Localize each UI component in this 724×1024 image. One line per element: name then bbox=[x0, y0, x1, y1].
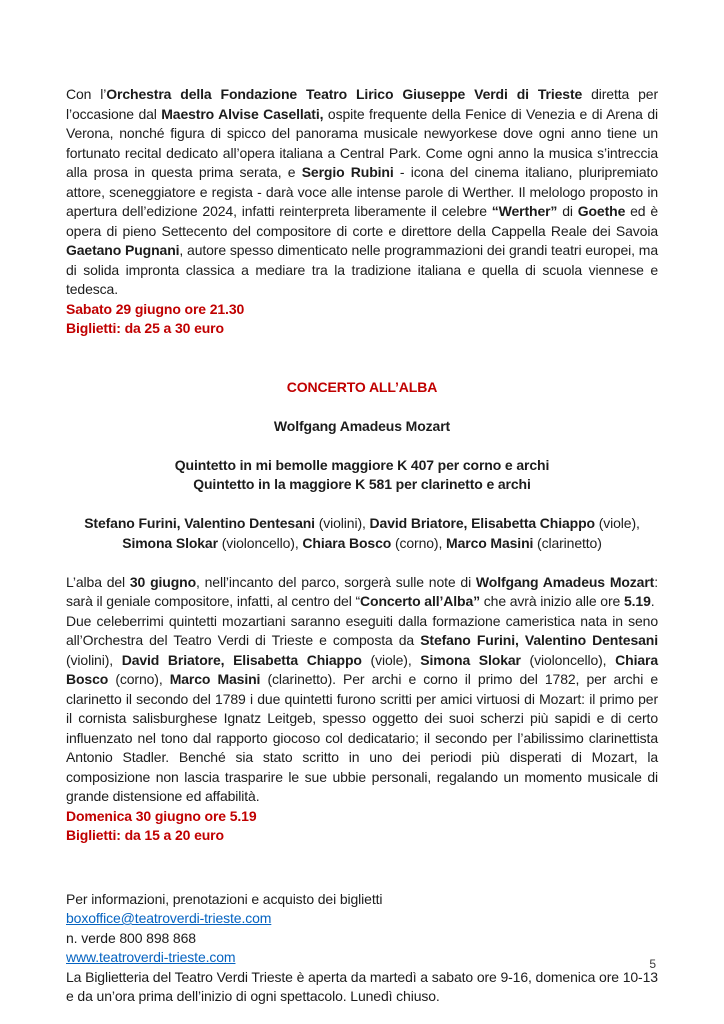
email-line bbox=[66, 909, 658, 929]
composer-name: Wolfgang Amadeus Mozart bbox=[273, 417, 451, 434]
concert-title: CONCERTO ALL’ALBA bbox=[286, 378, 438, 395]
box-office-hours: La Biglietteria del Teatro Verdi Trieste è aperta da martedì a sabato ore 9-16, domenica ore 10-13 e da un’ora prima dell’inizio di ogni spettacolo. Lunedì chiuso. bbox=[66, 968, 658, 1004]
event-tickets-1: Biglietti: da 25 a 30 euro bbox=[66, 320, 224, 336]
program-line-2: Quintetto in la maggiore K 581 per clarinetto e archi bbox=[193, 476, 531, 492]
event-date-1: Sabato 29 giugno ore 21.30 bbox=[66, 300, 245, 317]
event-tickets-2: Biglietti: da 15 a 20 euro bbox=[66, 827, 224, 843]
page-number: 5 bbox=[649, 957, 656, 971]
alba-paragraph: L’alba del 30 giugno, nell’incanto del parco, sorgerà sulle note di Wolfgang Amadeus Mozart: sarà il geniale compositore, infatti, al centro del “Concerto all’Alba” che avrà inizio alle ore 5.19. Due celeberrimi quintetti mozartiani saranno eseguiti dalla formazione cameristica nata in seno all’Orchestra del Teatro Verdi di Trieste e composta da Stefano Furini, Valentino Dentesani (violini), David Briatore, Elisabetta Chiappo (viole), Simona Slokar (violoncello), Chiara Bosco (corno), Marco Masini (clarinetto). Per archi e corno il primo del 1782, per archi e clarinetto il secondo del 1789 i due quintetti furono scritti per amici virtuosi di Mozart: il primo per il cornista salisburghese Ignatz Leitgeb, spesso oggetto dei suoi scherzi più sapidi e di certo influenzato nel tono dal rapporto giocoso col dedicatario; il secondo per l’abilissimo clarinettista Antonio Stadler. Benché sia stato scritto in uno dei periodi più disperati di Mozart, la composizione non lascia trasparire le sue ubbie personali, regalando un momento musicale di grande distensione ed affabilità. bbox=[66, 573, 658, 804]
program-list bbox=[66, 456, 658, 495]
program-line-1: Quintetto in mi bemolle maggiore K 407 per corno e archi bbox=[174, 456, 550, 473]
phone-line: n. verde 800 898 868 bbox=[66, 929, 196, 946]
performers-line: Stefano Furini, Valentino Dentesani (violini), David Briatore, Elisabetta Chiappo (viole), Simona Slokar (violoncello), Chiara Bosco (corno), Marco Masini (clarinetto) bbox=[84, 515, 640, 551]
website-line bbox=[66, 948, 658, 968]
intro-paragraph: Con l’Orchestra della Fondazione Teatro Lirico Giuseppe Verdi di Trieste diretta per l’occasione dal Maestro Alvise Casellati, ospite frequente della Fenice di Venezia e di Arena di Verona, nonché figura di spicco del panorama musicale newyorkese dove ogni anno tiene un fortunato recital dedicato all’opera italiana a Central Park. Come ogni anno la musica s’intreccia alla prosa in questa prima serata, e Sergio Rubini - icona del cinema italiano, pluripremiato attore, sceneggiatore e regista - darà voce alle intense parole di Werther. Il melologo proposto in apertura dell’edizione 2024, infatti reinterpreta liberamente il celebre “Werther” di Goethe ed è opera di pieno Settecento del compositore di corte e direttore della Cappella Reale dei Savoia Gaetano Pugnani, autore spesso dimenticato nelle programmazioni dei grandi teatri europei, ma di solida impronta classica a mediare tra la tradizione italiana e quella di scuola viennese e tedesca. bbox=[66, 86, 659, 297]
email-link[interactable]: boxoffice@teatroverdi-trieste.com bbox=[66, 910, 272, 926]
website-link[interactable]: www.teatroverdi-trieste.com bbox=[66, 949, 236, 965]
info-heading: Per informazioni, prenotazioni e acquisto dei biglietti bbox=[66, 890, 383, 907]
event-date-2: Domenica 30 giugno ore 5.19 bbox=[66, 807, 257, 824]
